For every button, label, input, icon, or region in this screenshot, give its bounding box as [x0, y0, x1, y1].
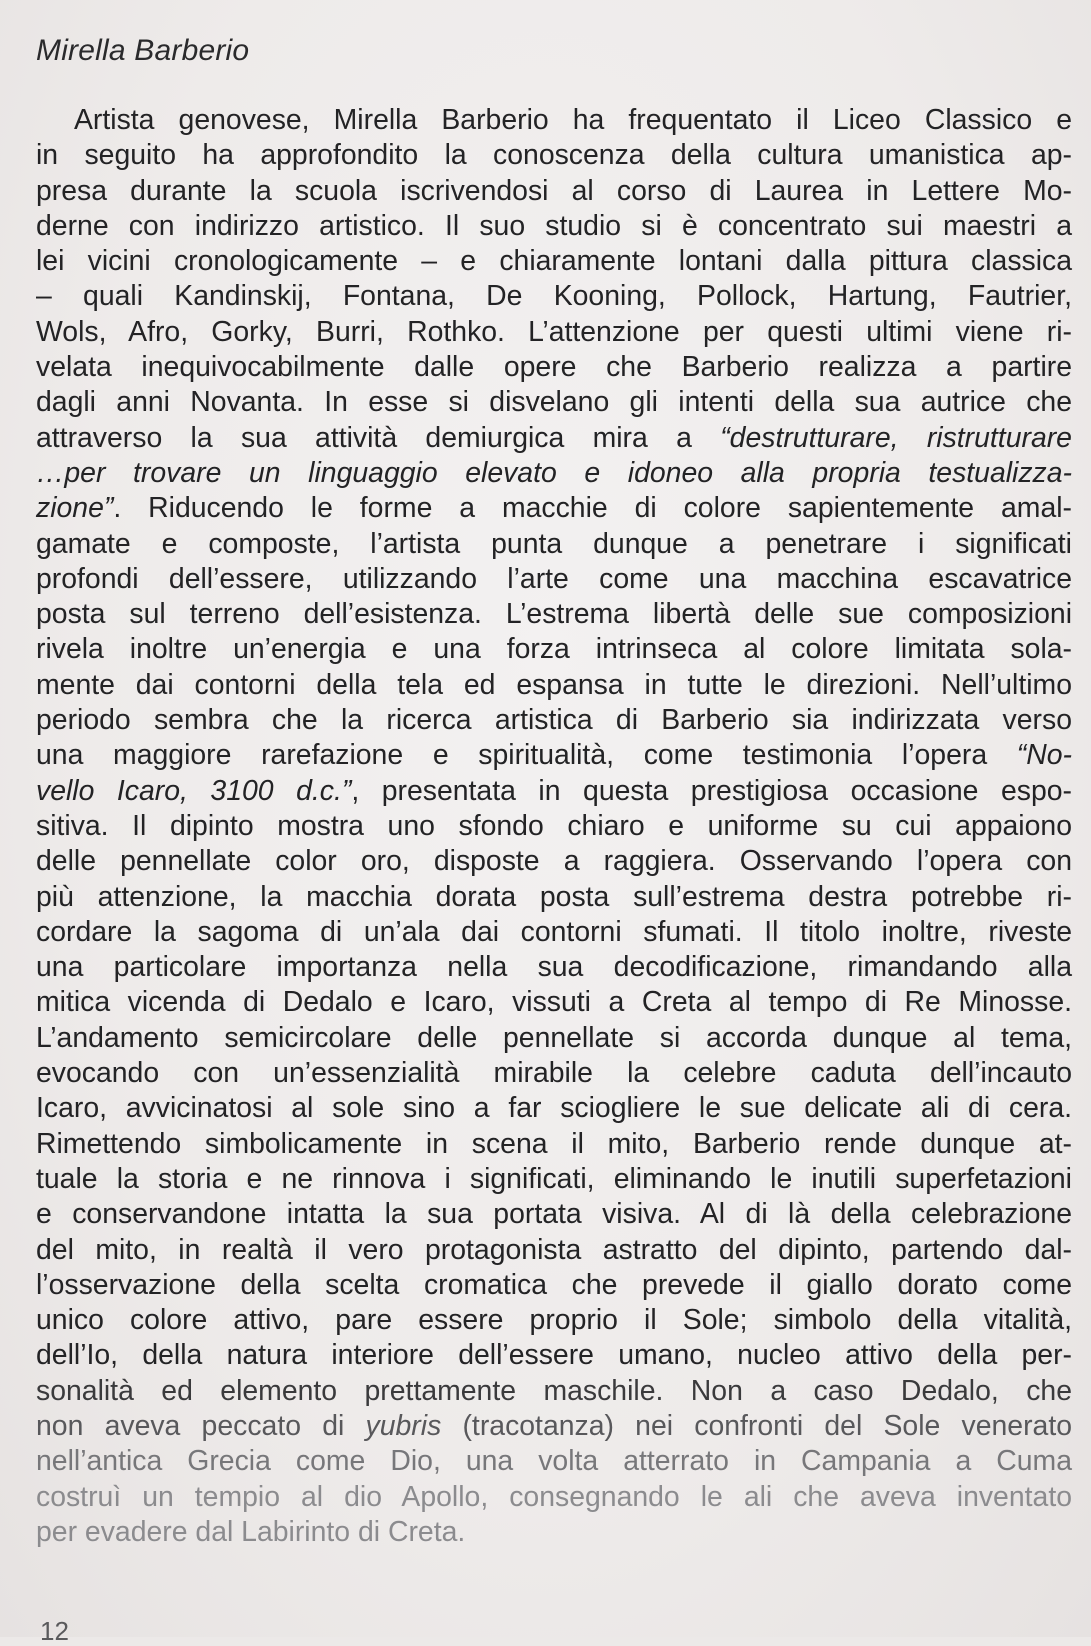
text-line — [36, 209, 1072, 244]
text-line — [36, 562, 1072, 597]
line-text: dell’Io, della natura interiore dell’essere umano, nucleo attivo della per- — [36, 1339, 1072, 1372]
text-line — [36, 703, 1072, 738]
line-text: profondi dell’essere, utilizzando l’arte come una macchina escavatrice — [36, 562, 1072, 595]
line-text: presa durante la scuola iscrivendosi al corso di Laurea in Lettere Mo- — [36, 174, 1072, 207]
line-text: in seguito ha approfondito la conoscenza della cultura umanistica ap- — [36, 139, 1072, 172]
line-text: evocando con un’essenzialità mirabile la celebre caduta dell’incauto — [36, 1057, 1072, 1090]
text-line — [36, 632, 1072, 667]
line-text: L’andamento semicircolare delle pennellate si accorda dunque al tema, — [36, 1021, 1072, 1054]
line-text: cordare la sagoma di un’ala dai contorni sfumati. Il titolo inoltre, riveste — [36, 915, 1072, 948]
text-line — [36, 1127, 1072, 1162]
body-paragraph — [36, 103, 1072, 1550]
line-text: posta sul terreno dell’esistenza. L’estrema libertà delle sue composizioni — [36, 598, 1072, 631]
text-line — [36, 1197, 1072, 1232]
text-line — [36, 1021, 1072, 1056]
line-text: dagli anni Novanta. In esse si disvelano gli intenti della sua autrice che — [36, 386, 1072, 419]
text-line — [36, 880, 1072, 915]
text-line — [36, 668, 1072, 703]
text-line — [36, 1515, 1072, 1550]
text-line — [36, 738, 1072, 773]
text-line — [36, 809, 1072, 844]
italic-text: yubris — [365, 1409, 442, 1442]
line-text: attraverso la sua attività demiurgica mira a — [36, 421, 721, 454]
line-text: – quali Kandinskij, Fontana, De Kooning, Pollock, Hartung, Fautrier, — [36, 280, 1072, 313]
text-line — [36, 385, 1072, 420]
line-text: più attenzione, la macchia dorata posta sull’estrema destra potrebbe ri- — [36, 880, 1072, 913]
line-text: derne con indirizzo artistico. Il suo studio si è concentrato sui maestri a — [36, 209, 1072, 242]
text-line — [36, 597, 1072, 632]
text-line — [36, 527, 1072, 562]
line-text: gamate e composte, l’artista punta dunque a penetrare i significati — [36, 527, 1072, 560]
line-text: per evadere dal Labirinto di Creta. — [36, 1515, 466, 1548]
line-text: Artista genovese, Mirella Barberio ha frequentato il Liceo Classico e — [74, 104, 1072, 136]
text-line — [36, 1091, 1072, 1126]
line-text: nell’antica Grecia come Dio, una volta atterrato in Campania a Cuma — [36, 1445, 1072, 1478]
italic-text: …per trovare un linguaggio elevato e idoneo alla propria testualizza- — [36, 456, 1072, 489]
line-text: lei vicini cronologicamente – e chiaramente lontani dalla pittura classica — [36, 245, 1072, 278]
text-line — [36, 1480, 1072, 1515]
text-line — [36, 350, 1072, 385]
text-line — [36, 844, 1072, 879]
text-line — [36, 985, 1072, 1020]
page-number: 12 — [40, 1616, 69, 1646]
line-text: Wols, Afro, Gorky, Burri, Rothko. L’attenzione per questi ultimi viene ri- — [36, 315, 1072, 348]
text-line — [36, 456, 1072, 491]
line-text: costruì un tempio al dio Apollo, consegnando le ali che aveva inventato — [36, 1480, 1072, 1513]
text-line — [36, 103, 1072, 138]
line-text: e conservandone intatta la sua portata visiva. Al di là della celebrazione — [36, 1198, 1072, 1231]
line-text: velata inequivocabilmente dalle opere che Barberio realizza a partire — [36, 351, 1072, 384]
text-line — [36, 915, 1072, 950]
line-text: non aveva peccato di — [36, 1409, 366, 1442]
italic-text: zione” — [36, 492, 114, 525]
line-text: unico colore attivo, pare essere proprio il Sole; simbolo della vitalità, — [36, 1304, 1072, 1337]
italic-text: “destrutturare, ristrutturare — [720, 421, 1072, 454]
line-text: Rimettendo simbolicamente in scena il mito, Barberio rende dunque at- — [36, 1127, 1072, 1160]
line-text: (tracotanza) nei confronti del Sole venerato — [441, 1409, 1073, 1442]
text-line — [36, 950, 1072, 985]
line-text: mitica vicenda di Dedalo e Icaro, vissuti a Creta al tempo di Re Minosse. — [36, 986, 1072, 1019]
text-line — [36, 421, 1072, 456]
italic-text: vello Icaro, 3100 d.c.” — [36, 774, 352, 807]
text-line — [36, 174, 1072, 209]
line-text: sonalità ed elemento prettamente maschile. Non a caso Dedalo, che — [36, 1374, 1072, 1407]
text-line — [36, 1374, 1072, 1409]
text-line — [36, 279, 1072, 314]
text-line — [36, 1056, 1072, 1091]
line-text: delle pennellate color oro, disposte a raggiera. Osservando l’opera con — [36, 845, 1072, 878]
text-line — [36, 1162, 1072, 1197]
italic-text: “No- — [1016, 739, 1072, 772]
line-text: rivela inoltre un’energia e una forza intrinseca al colore limitata sola- — [36, 633, 1072, 666]
text-line — [36, 1303, 1072, 1338]
text-line — [36, 315, 1072, 350]
line-text: periodo sembra che la ricerca artistica di Barberio sia indirizzata verso — [36, 704, 1072, 737]
text-line — [36, 1233, 1072, 1268]
text-line — [36, 138, 1072, 173]
text-line — [36, 491, 1072, 526]
line-text: tuale la storia e ne rinnova i significati, eliminando le inutili superfetazioni — [36, 1162, 1072, 1195]
line-text: Icaro, avvicinatosi al sole sino a far sciogliere le sue delicate ali di cera. — [36, 1092, 1072, 1125]
line-text: mente dai contorni della tela ed espansa in tutte le direzioni. Nell’ultimo — [36, 668, 1072, 701]
author-heading: Mirella Barberio — [36, 34, 250, 67]
text-line — [36, 1338, 1072, 1373]
text-line — [36, 1409, 1072, 1444]
line-text: una particolare importanza nella sua decodificazione, rimandando alla — [36, 951, 1072, 984]
line-text: , presentata in questa prestigiosa occasione espo- — [351, 774, 1072, 807]
text-line — [36, 244, 1072, 279]
line-text: l’osservazione della scelta cromatica che prevede il giallo dorato come — [36, 1268, 1072, 1301]
text-line — [36, 1444, 1072, 1479]
line-text: sitiva. Il dipinto mostra uno sfondo chiaro e uniforme su cui appaiono — [36, 809, 1072, 842]
line-text: . Riducendo le forme a macchie di colore sapientemente amal- — [113, 492, 1072, 525]
line-text: una maggiore rarefazione e spiritualità, come testimonia l’opera — [36, 739, 1017, 772]
line-text: del mito, in realtà il vero protagonista astratto del dipinto, partendo dal- — [36, 1233, 1072, 1266]
text-line — [36, 774, 1072, 809]
text-line — [36, 1268, 1072, 1303]
